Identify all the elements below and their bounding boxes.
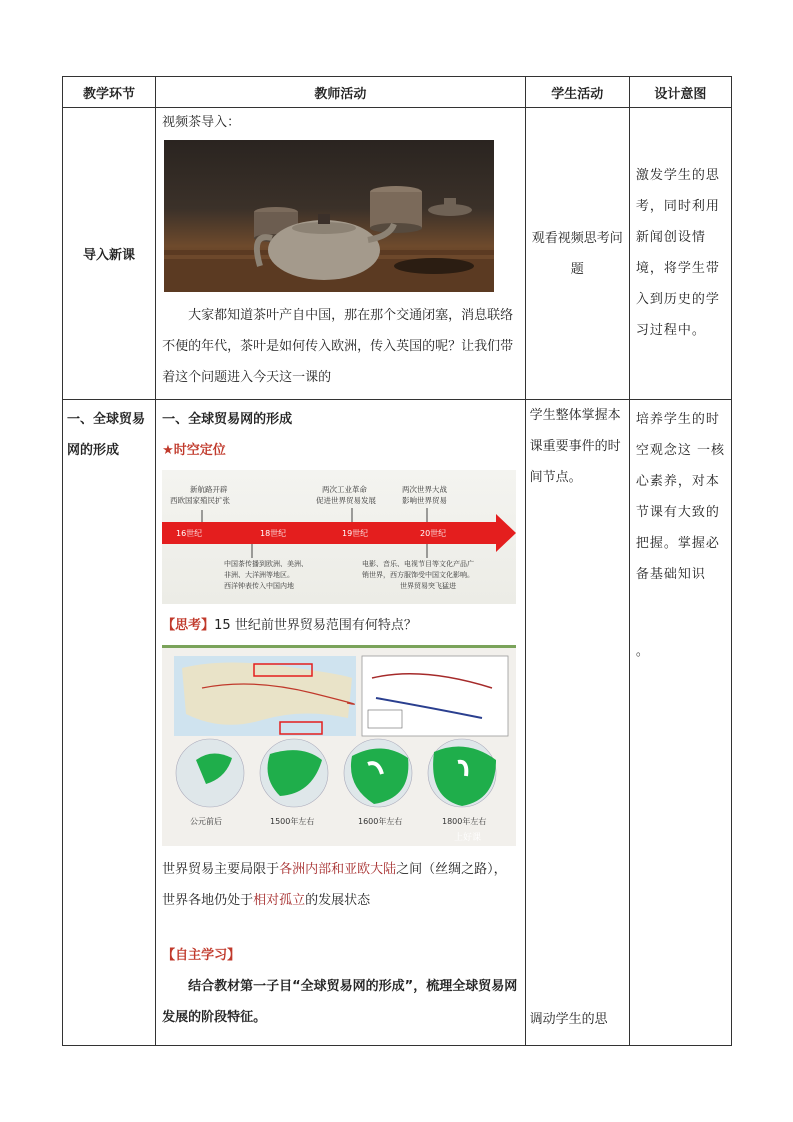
- design-intro: [629, 108, 731, 400]
- timeline-image: [162, 470, 516, 604]
- think-bracket: 【思考】: [162, 618, 215, 633]
- trade-mid: 之间（丝绸之路），世界各地仍处于: [162, 862, 507, 908]
- tl-top3b: 影响世界贸易: [402, 496, 448, 505]
- stage-global-trade: [63, 400, 156, 1046]
- star-icon: ★: [162, 443, 174, 458]
- tl-top1: 新航路开辟: [190, 485, 228, 494]
- trade-map-image: [162, 645, 516, 846]
- trade-red1: 各洲内部和亚欧大陆: [279, 862, 397, 877]
- header-design: 设计意图: [629, 77, 731, 108]
- header-stage: 教学环节: [63, 77, 156, 108]
- section-title: 一、全球贸易网的形成: [162, 412, 293, 427]
- tl-c18: 18世纪: [260, 529, 287, 538]
- think-text: 15 世纪前世界贸易范围有何特点？: [214, 618, 417, 633]
- student-a: 学生整体掌握本课重要事件的时间节点。: [529, 408, 621, 485]
- spacer: [162, 916, 519, 940]
- map-g4: 1800年左右: [442, 817, 487, 826]
- intro-label: 视频茶导入：: [162, 115, 241, 130]
- tl-bot1c: 西洋钟表传入中国内地: [224, 582, 295, 590]
- tl-bot2b: 销世界，西方服饰受中国文化影响。: [362, 571, 475, 579]
- trade-red2: 相对孤立: [253, 893, 306, 908]
- map-g2: 1500年左右: [270, 817, 315, 826]
- header-teacher: 教师活动: [156, 77, 526, 108]
- map-g1: 公元前后: [190, 817, 223, 826]
- stage-global-trade-label: 一、全球贸易网的形成: [67, 412, 146, 458]
- map-logo: 上好课: [454, 833, 482, 843]
- self-study-text: 结合教材第一子目“全球贸易网的形成”，梳理全球贸易网发展的阶段特征。: [162, 979, 518, 1025]
- trade-pre: 世界贸易主要局限于: [162, 862, 280, 877]
- tl-bot1: 中国茶传播到欧洲、美洲、: [224, 560, 309, 568]
- design-global-trade-text: 培养学生的时空观念这 一核心素养，对本节课有大致的把握。掌握必备基础知识: [635, 412, 725, 582]
- row-global-trade: [63, 400, 732, 1046]
- header-student: 学生活动: [525, 77, 629, 108]
- tl-top2: 两次工业革命: [322, 485, 368, 494]
- tl-top2b: 促进世界贸易发展: [316, 496, 377, 505]
- shikong-label: 时空定位: [173, 443, 226, 458]
- tl-bot1b: 非洲、大洋洲等地区。: [224, 571, 295, 579]
- row-intro: [63, 108, 732, 400]
- tl-top3: 两次世界大战: [402, 485, 448, 494]
- tea-photo: [164, 140, 494, 292]
- tl-bot2: 电影、音乐、电视节目等文化产品广: [362, 560, 475, 568]
- tl-c20: 20世纪: [420, 529, 447, 538]
- map-g3: 1600年左右: [358, 817, 403, 826]
- trade-post: 的发展状态: [305, 893, 371, 908]
- student-intro-text: 观看视频思考问题: [531, 230, 623, 277]
- teacher-global-trade-cell: [156, 400, 526, 1046]
- shikong-line: [162, 435, 519, 466]
- self-study-bracket: 【自主学习】: [162, 948, 241, 963]
- stage-intro-label: 导入新课: [83, 248, 136, 263]
- think-line: [162, 610, 519, 641]
- stage-intro: [63, 108, 156, 400]
- trade-summary: [162, 854, 519, 916]
- intro-paragraph: 大家都知道茶叶产自中国，那在那个交通闭塞，消息联络不便的年代，茶叶是如何传入欧洲，传入英国的呢？让我们带着这个问题进入今天这一课的: [162, 308, 514, 385]
- student-global-trade: [525, 400, 629, 1046]
- lesson-plan-table: [62, 76, 732, 1046]
- student-intro: [525, 108, 629, 400]
- tl-c19: 19世纪: [342, 529, 369, 538]
- design-global-trade: [629, 400, 731, 1046]
- tl-c16: 16世纪: [176, 529, 203, 538]
- teacher-intro-cell: [156, 108, 526, 400]
- tl-top1b: 西欧国家殖民扩张: [170, 496, 231, 505]
- design-intro-text: 激发学生的思考，同时利用新闻创设情境，将学生带入到历史的学习过程中。: [635, 168, 720, 338]
- header-row: [63, 77, 732, 108]
- design-dot: 。: [635, 644, 650, 659]
- tl-bot2c: 世界贸易突飞猛进: [400, 582, 457, 590]
- student-b: 调动学生的思: [529, 1012, 608, 1027]
